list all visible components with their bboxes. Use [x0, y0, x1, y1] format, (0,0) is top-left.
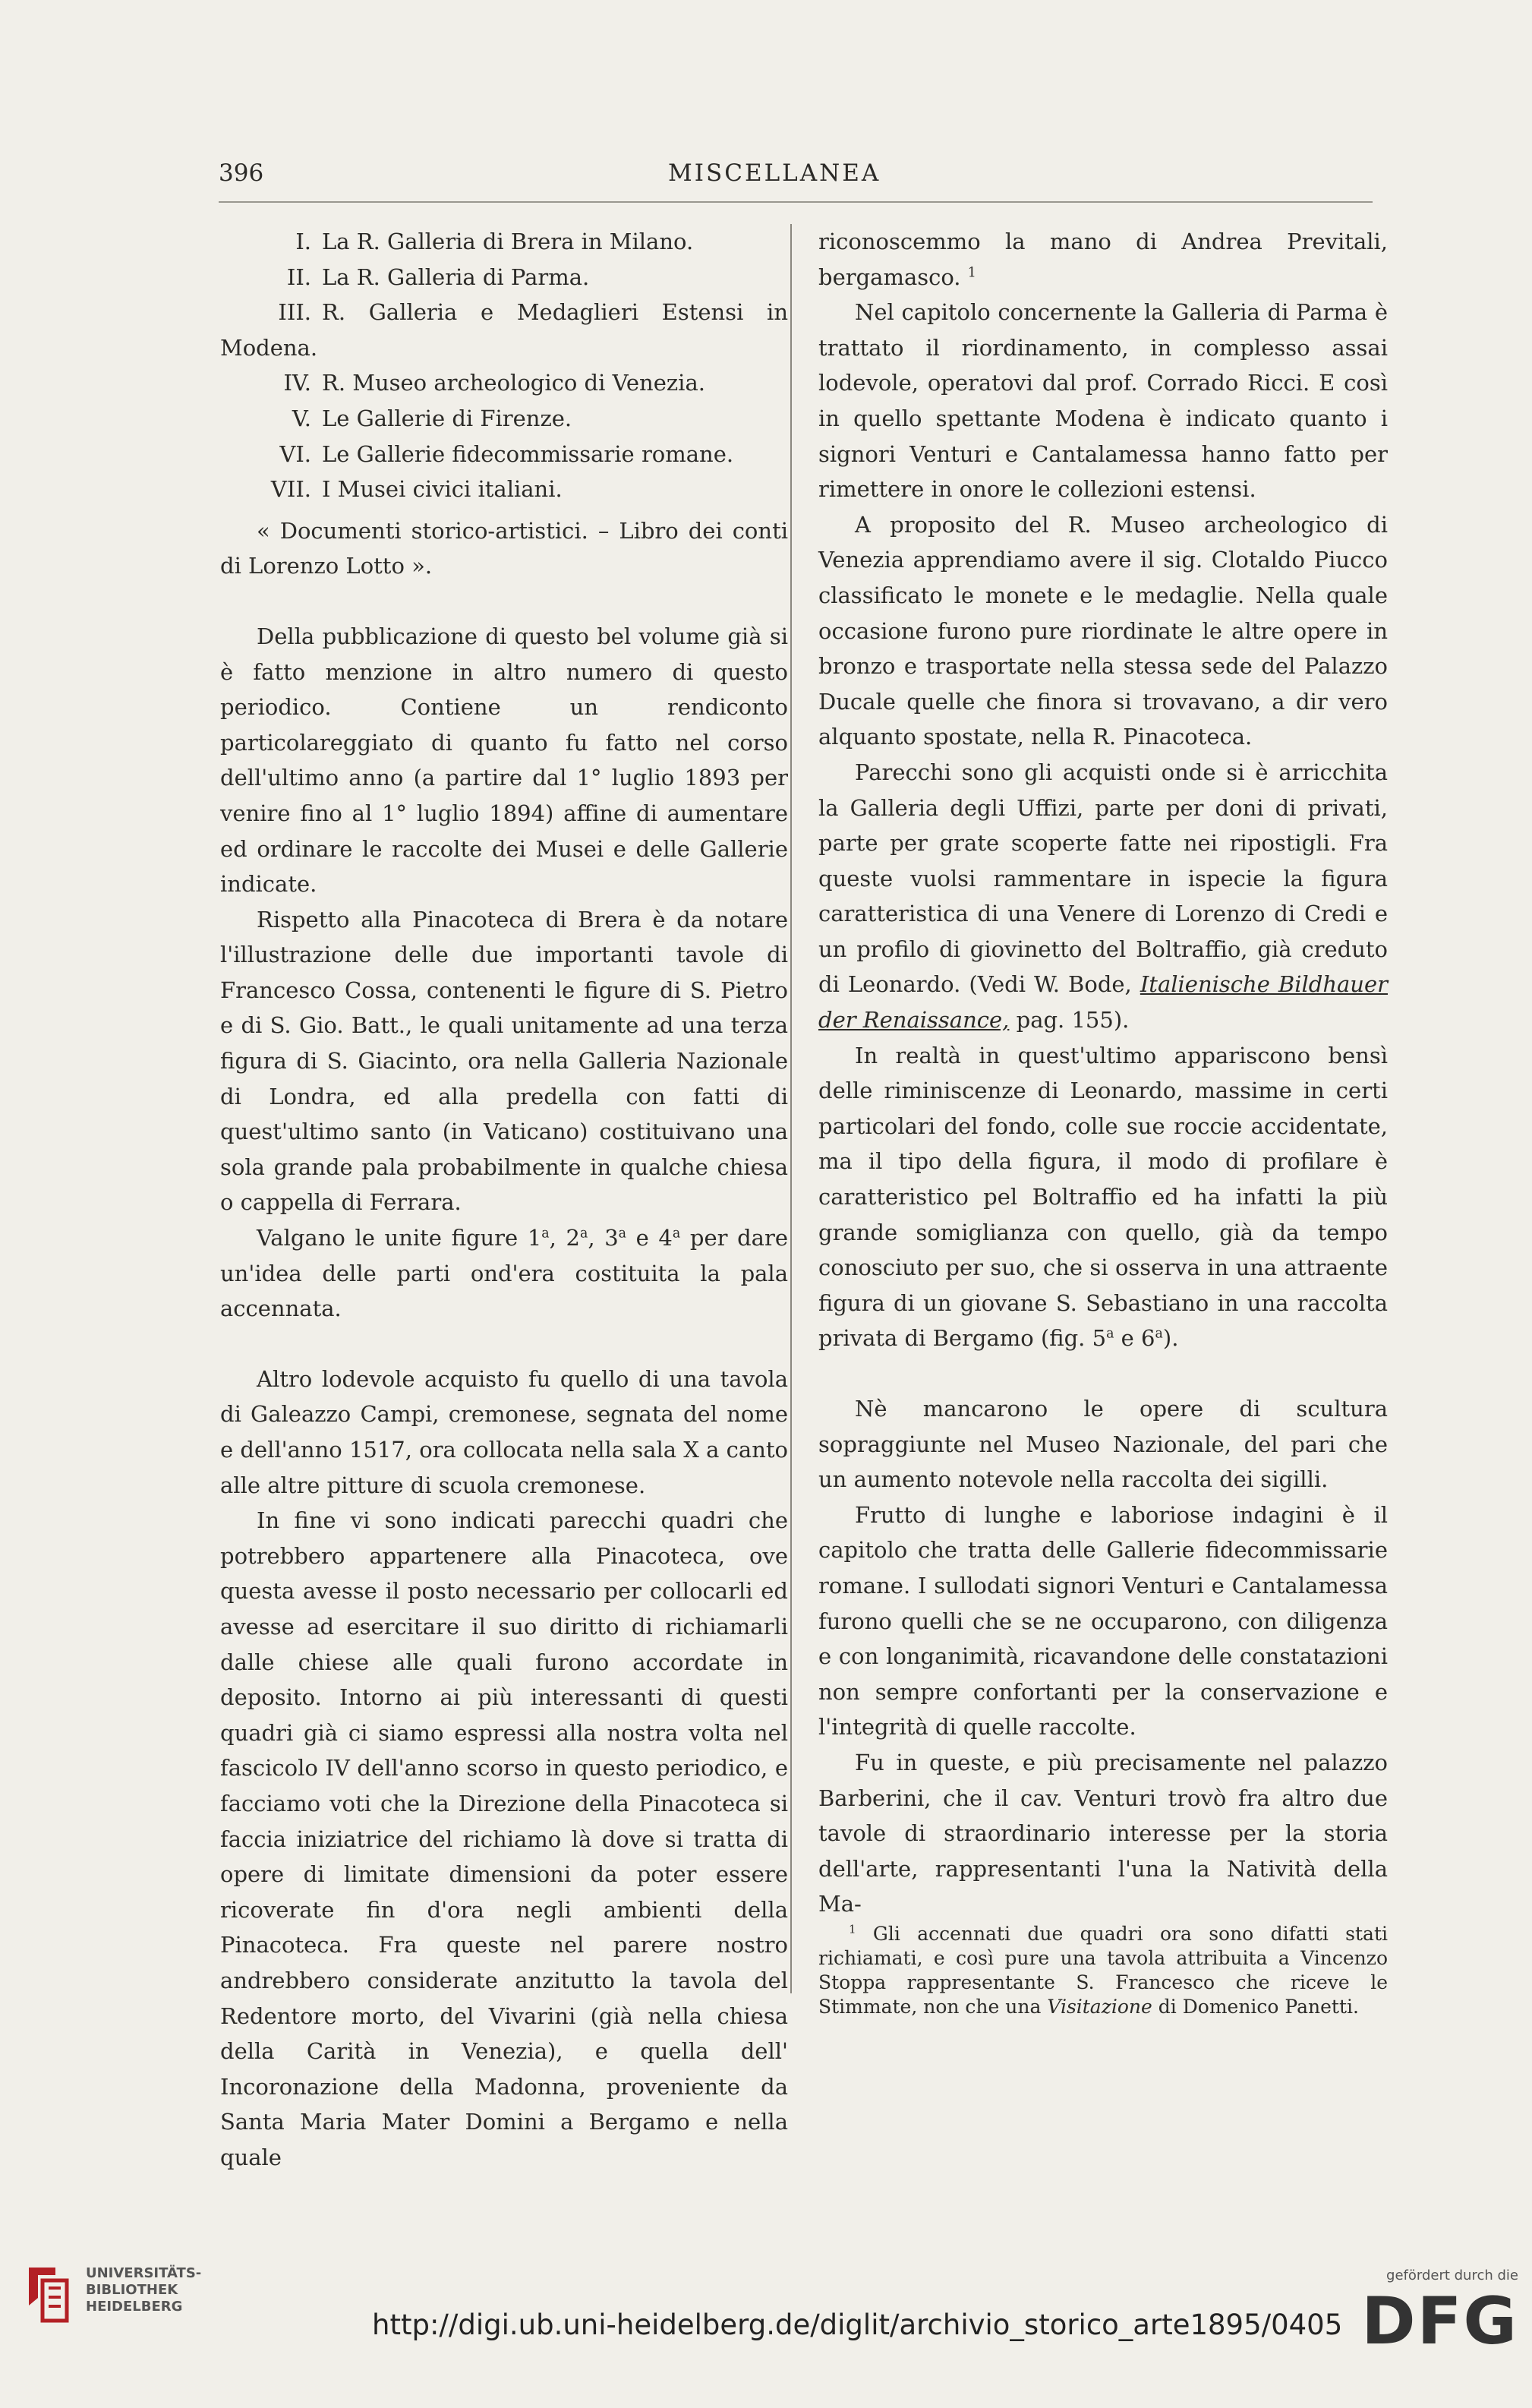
column-divider: [790, 224, 792, 1993]
text-run: di Domenico Panetti.: [1152, 1995, 1359, 2018]
library-logo: [21, 2258, 249, 2387]
toc-item: [220, 437, 788, 472]
toc-num: I.: [295, 229, 311, 254]
text-run: per dare un'idea delle parti ond'era costituita la pala accennata.: [220, 1225, 788, 1322]
toc-item: [220, 401, 788, 437]
toc-num: II.: [286, 264, 311, 290]
toc-text: I Musei civici italiani.: [322, 476, 563, 503]
toc-num: VII.: [270, 476, 311, 503]
text-run: pag. 155).: [1009, 1007, 1130, 1034]
text-run: In realtà in quest'ultimo appariscono bensì delle riminiscenze di Leonardo, massime in certi particolari del fondo, colle sue roccie accidentate, ma il tipo della figura, il modo di profilare è caratteristico pel Boltraffio ed ha infatti la più grande somiglianza con quello, già da tempo conosciuto per suo, che si osserva in una attraente figura di un giovane S. Sebastiano in una raccolta privata di Bergamo (fig. 5: [818, 1042, 1388, 1352]
toc-item: [220, 472, 788, 507]
header-rule: [219, 201, 1373, 203]
toc-text: R. Galleria e Medaglieri Estensi in Modena.: [220, 299, 788, 361]
text-run: Gli accennati due quadri ora sono difatti stati richiamati, e così pure una tavola attribuita a Vincenzo Stoppa rappresentante S. Francesco che riceve le Stimmate, non che una: [818, 1922, 1388, 2018]
text-run: Parecchi sono gli acquisti onde si è arricchita la Galleria degli Uffizi, parte per doni di privati, parte per grate scoperte fatte nei ripostigli. Fra queste vuolsi rammentare in ispecie la figura caratteristica di una Venere di Lorenzo di Credi e un profilo di giovinetto del Boltraffio, già creduto di Leonardo. (Vedi W. Bode,: [818, 759, 1388, 998]
ordinal: a: [672, 1226, 681, 1242]
library-line: BIBLIOTHEK: [86, 2282, 178, 2298]
dfg-logo: DFG: [1361, 2283, 1518, 2359]
left-column: [220, 224, 788, 2175]
paragraph: Della pubblicazione di questo bel volume già si è fatto menzione in altro numero di questo periodico. Contiene un rendiconto particolareggiato di quanto fu fatto nel corso dell'ultimo anno (a partire dal 1° luglio 1893 per venire fino al 1° luglio 1894) affine di aumentare ed ordinare le raccolte dei Musei e delle Gallerie indicate.: [220, 623, 788, 898]
library-emblem-icon: [21, 2264, 74, 2324]
toc-list: [220, 224, 788, 507]
page-number: 396: [219, 159, 264, 187]
library-line: UNIVERSITÄTS-: [86, 2265, 202, 2281]
toc-num: III.: [278, 299, 311, 326]
paragraph: [818, 1038, 1388, 1356]
paragraph: Altro lodevole acquisto fu quello di una tavola di Galeazzo Campi, cremonese, segnata del nome e dell'anno 1517, ora collocata nella sala X a canto alle altre pitture di scuola cremonese.: [220, 1365, 788, 1498]
ordinal: a: [579, 1226, 588, 1242]
text-run: e 6: [1114, 1325, 1155, 1352]
toc-item: [220, 260, 788, 295]
paragraph: A proposito del R. Museo archeologico di Venezia apprendiamo avere il sig. Clotaldo Piucco classificato le monete e le medaglie. Nella quale occasione furono pure riordinate le altre opere in bronzo e trasportate nella stessa sede del Palazzo Ducale quelle che finora si trovavano, a dir vero alquanto spostate, nella R. Pinacoteca.: [818, 511, 1388, 750]
text-run: ).: [1162, 1325, 1179, 1352]
text-run: riconoscemmo la mano di Andrea Previtali, bergamasco.: [818, 229, 1388, 290]
toc-num: VI.: [279, 440, 311, 467]
footnote-ref: 1: [967, 264, 976, 280]
text-run: e 4: [626, 1225, 673, 1251]
italic-title: Visitazione: [1047, 1995, 1152, 2018]
ordinal: a: [1155, 1326, 1163, 1342]
toc-text: La R. Galleria di Parma.: [322, 264, 590, 290]
paragraph: [220, 1220, 788, 1327]
library-name: [86, 2265, 201, 2315]
funded-by-caption: gefördert durch die: [1386, 2268, 1518, 2283]
toc-text: La R. Galleria di Brera in Milano.: [322, 229, 694, 254]
paragraph: In fine vi sono indicati parecchi quadri che potrebbero appartenere alla Pinacoteca, ove questa avesse il posto necessario per collocarli ed avesse ad esercitare il suo diritto di richiamarli dalle chiese alle quali furono accordate in deposito. Intorno ai più interessanti di questi quadri già ci siamo espressi alla nostra volta nel fascicolo IV dell'anno scorso in questo periodico, e facciamo voti che la Direzione della Pinacoteca si faccia iniziatrice del richiamo là dove si tratta di opere di limitate dimensioni da poter essere ricoverate fin d'ora negli ambienti della Pinacoteca. Fra queste nel parere nostro andrebbero considerate anzitutto la tavola del Redentore morto, del Vivarini (già nella chiesa della Carità in Venezia), e quella dell' Incoronazione della Madonna, proveniente da Santa Maria Mater Domini a Bergamo e nella quale: [220, 1507, 788, 2170]
ordinal: a: [541, 1226, 550, 1242]
paragraph: [818, 755, 1388, 1038]
italic-title: Italienische Bildhauer der Renaissance,: [818, 971, 1389, 1034]
document-title: « Documenti storico-artistici. – Libro dei conti di Lorenzo Lotto ».: [220, 517, 788, 579]
paragraph: Nel capitolo concernente la Galleria di Parma è trattato il riordinamento, in complesso assai lodevole, operatovi dal prof. Corrado Ricci. E così in quello spettante Modena è indicato quanto i signori Venturi e Cantalamessa hanno fatto per rimettere in onore le collezioni estensi.: [818, 299, 1388, 503]
toc-item: [220, 365, 788, 401]
right-column: [818, 224, 1388, 2019]
toc-text: Le Gallerie fidecommissarie romane.: [322, 440, 734, 467]
library-line: HEIDELBERG: [86, 2299, 183, 2315]
running-title: MISCELLANEA: [668, 159, 881, 187]
footnote: [818, 1922, 1388, 2019]
paragraph: Nè mancarono le opere di scultura sopraggiunte nel Museo Nazionale, del pari che un aumento notevole nella raccolta dei sigilli.: [818, 1396, 1388, 1493]
ordinal: a: [1106, 1326, 1114, 1342]
paragraph: Fu in queste, e più precisamente nel palazzo Barberini, che il cav. Venturi trovò fra altro due tavole di straordinario interesse per la storia dell'arte, rappresentanti l'una la Natività della Ma-: [818, 1749, 1388, 1917]
toc-item: [220, 295, 788, 365]
toc-text: Le Gallerie di Firenze.: [322, 405, 572, 431]
paragraph: [818, 224, 1388, 295]
toc-text: R. Museo archeologico di Venezia.: [322, 370, 705, 396]
paragraph: Rispetto alla Pinacoteca di Brera è da notare l'illustrazione delle due importanti tavole di Francesco Cossa, contenenti le figure di S. Pietro e di S. Gio. Batt., le quali unitamente ad una terza figura di S. Giacinto, ora nella Galleria Nazionale di Londra, ed alla predella con fatti di quest'ultimo santo (in Vaticano) costituivano una sola grande pala probabilmente in qualche chiesa o cappella di Ferrara.: [220, 906, 788, 1216]
paragraph: Frutto di lunghe e laboriose indagini è il capitolo che tratta delle Gallerie fidecommissarie romane. I sullodati signori Venturi e Cantalamessa furono quelli che se ne occuparono, con diligenza e con longanimità, ricavandone delle constatazioni non sempre confortanti per la conservazione e l'integrità di quelle raccolte.: [818, 1501, 1388, 1741]
toc-item: [220, 224, 788, 260]
ordinal: a: [618, 1226, 627, 1242]
text-run: , 2: [549, 1225, 580, 1251]
toc-num: V.: [292, 405, 311, 431]
text-run: , 3: [588, 1225, 619, 1251]
toc-num: IV.: [283, 370, 311, 396]
dfg-logo-block: [1351, 2268, 1518, 2359]
footnote-num: 1: [849, 1922, 856, 1936]
source-url[interactable]: http://digi.ub.uni-heidelberg.de/diglit/archivio_storico_arte1895/0405: [372, 2309, 1343, 2341]
text-run: Valgano le unite figure 1: [257, 1225, 542, 1251]
